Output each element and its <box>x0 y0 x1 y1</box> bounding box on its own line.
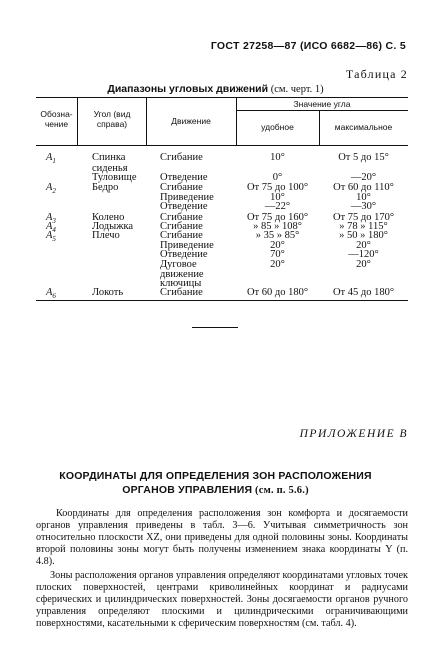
designation-subscript: 4 <box>52 226 56 235</box>
row-maximum: —30° <box>350 201 377 212</box>
row-maximum: 20° <box>356 240 371 251</box>
header-angle-value: Значение угла <box>293 99 351 109</box>
row-comfortable: 20° <box>270 240 285 251</box>
subheader-rule <box>236 110 408 111</box>
row-maximum: » 50 » 180° <box>339 230 388 241</box>
row-designation: $A_3$ <box>46 212 56 226</box>
row-movement: Сгибание <box>160 212 203 223</box>
row-maximum: От 45 до 180° <box>332 287 395 298</box>
header-movement: Движение <box>171 116 211 126</box>
table-top-rule <box>36 97 408 98</box>
row-comfortable: От 75 до 160° <box>246 212 309 223</box>
row-designation: $A_4$ <box>46 221 56 235</box>
row-joint: Плечо <box>92 230 120 241</box>
row-joint: сиденья <box>92 163 128 174</box>
row-comfortable: 20° <box>270 259 285 270</box>
row-movement: Сгибание <box>160 152 203 163</box>
table-bottom-rule <box>36 300 408 301</box>
row-comfortable: 70° <box>270 249 285 260</box>
row-movement: Приведение <box>160 192 214 203</box>
header-designation: Обозна- чение <box>40 109 73 129</box>
row-joint: Туловище <box>92 172 137 183</box>
row-designation: $A_6$ <box>46 287 56 301</box>
row-maximum: —20° <box>350 172 377 183</box>
row-comfortable: От 60 до 180° <box>246 287 309 298</box>
row-movement: Сгибание <box>160 182 203 193</box>
row-joint: Лодыжка <box>92 221 134 232</box>
row-maximum: » 78 » 115° <box>339 221 388 232</box>
appendix-heading-text: ОРГАНОВ УПРАВЛЕНИЯ <box>122 484 253 496</box>
row-designation: $A_2$ <box>46 182 56 196</box>
row-movement: Отведение <box>160 172 208 183</box>
header-bottom-rule <box>36 145 408 146</box>
designation-subscript: 5 <box>52 235 56 244</box>
row-joint: Колено <box>92 212 125 223</box>
row-comfortable: 10° <box>270 192 285 203</box>
appendix-heading-line1: КООРДИНАТЫ ДЛЯ ОПРЕДЕЛЕНИЯ ЗОН РАСПОЛОЖЕНИЯ <box>59 470 372 482</box>
row-comfortable: 0° <box>272 172 283 183</box>
col-divider <box>77 97 78 145</box>
row-maximum: 20° <box>356 259 371 270</box>
row-joint: Локоть <box>92 287 124 298</box>
designation-subscript: 3 <box>52 217 56 226</box>
row-movement: Сгибание <box>160 221 203 232</box>
row-movement: Приведение <box>160 240 214 251</box>
row-maximum: 10° <box>356 192 371 203</box>
row-comfortable: » 35 » 85° <box>255 230 300 241</box>
page-header: ГОСТ 27258—87 (ИСО 6682—86) С. 5 <box>210 40 406 52</box>
row-comfortable: —22° <box>264 201 291 212</box>
section-divider <box>192 327 238 328</box>
row-maximum: От 5 до 15° <box>338 152 389 163</box>
appendix-heading-ref: (см. п. 5.6.) <box>252 485 309 496</box>
row-maximum: От 60 до 110° <box>333 182 394 193</box>
designation-subscript: 2 <box>52 187 56 196</box>
table-caption <box>0 83 431 95</box>
appendix-paragraph-2: Зоны расположения органов управления определяют координатами угловых точек плоских поверхностей, центрами криволинейных координат и радиусами сферических и цилиндрических поверхностей. Зоны досягаемости органов ручного управления определяют плоскими и цилиндрическими ограничивающими поверхностями, касательными к сферическим поверхностям (см. табл. 4). <box>36 570 408 629</box>
appendix-paragraph-1: Координаты для определения расположения зон комфорта и досягаемости органов управления приведены в табл. 3—6. Учитывая симметричность зон относительно плоскости XZ, они приведены для одной половины зоны. Координаты второй половины зоны могут быть получены изменением знака координаты Y (п. 4.8). <box>36 508 408 567</box>
row-joint: Спинка <box>92 152 126 163</box>
row-comfortable: » 85 » 108° <box>253 221 302 232</box>
row-movement: Сгибание <box>160 287 203 298</box>
appendix-label: ПРИЛОЖЕНИЕ В <box>299 428 408 440</box>
row-movement: ключицы <box>160 278 202 289</box>
row-movement: Дуговое <box>160 259 197 270</box>
row-movement: Отведение <box>160 249 208 260</box>
row-movement: Отведение <box>160 201 208 212</box>
row-comfortable: От 75 до 100° <box>246 182 309 193</box>
table-caption-bold: Диапазоны угловых движений <box>107 83 269 95</box>
table-number: Таблица 2 <box>345 67 408 81</box>
row-movement: движение <box>160 269 204 280</box>
row-designation: $A_1$ <box>46 152 56 166</box>
row-maximum: —120° <box>348 249 379 260</box>
appendix-heading-line2 <box>0 484 431 496</box>
header-joint: Угол (вид справа) <box>93 109 131 129</box>
designation-subscript: 6 <box>52 292 56 301</box>
header-maximum: максимальное <box>334 122 393 132</box>
row-maximum: От 75 до 170° <box>332 212 395 223</box>
row-comfortable: 10° <box>270 152 285 163</box>
designation-subscript: 1 <box>52 157 56 166</box>
table-caption-ref: (см. черт. 1) <box>268 84 324 95</box>
row-designation: $A_5$ <box>46 230 56 244</box>
row-movement: Сгибание <box>160 230 203 241</box>
header-comfortable: удобное <box>261 122 294 132</box>
row-joint: Бедро <box>92 182 119 193</box>
